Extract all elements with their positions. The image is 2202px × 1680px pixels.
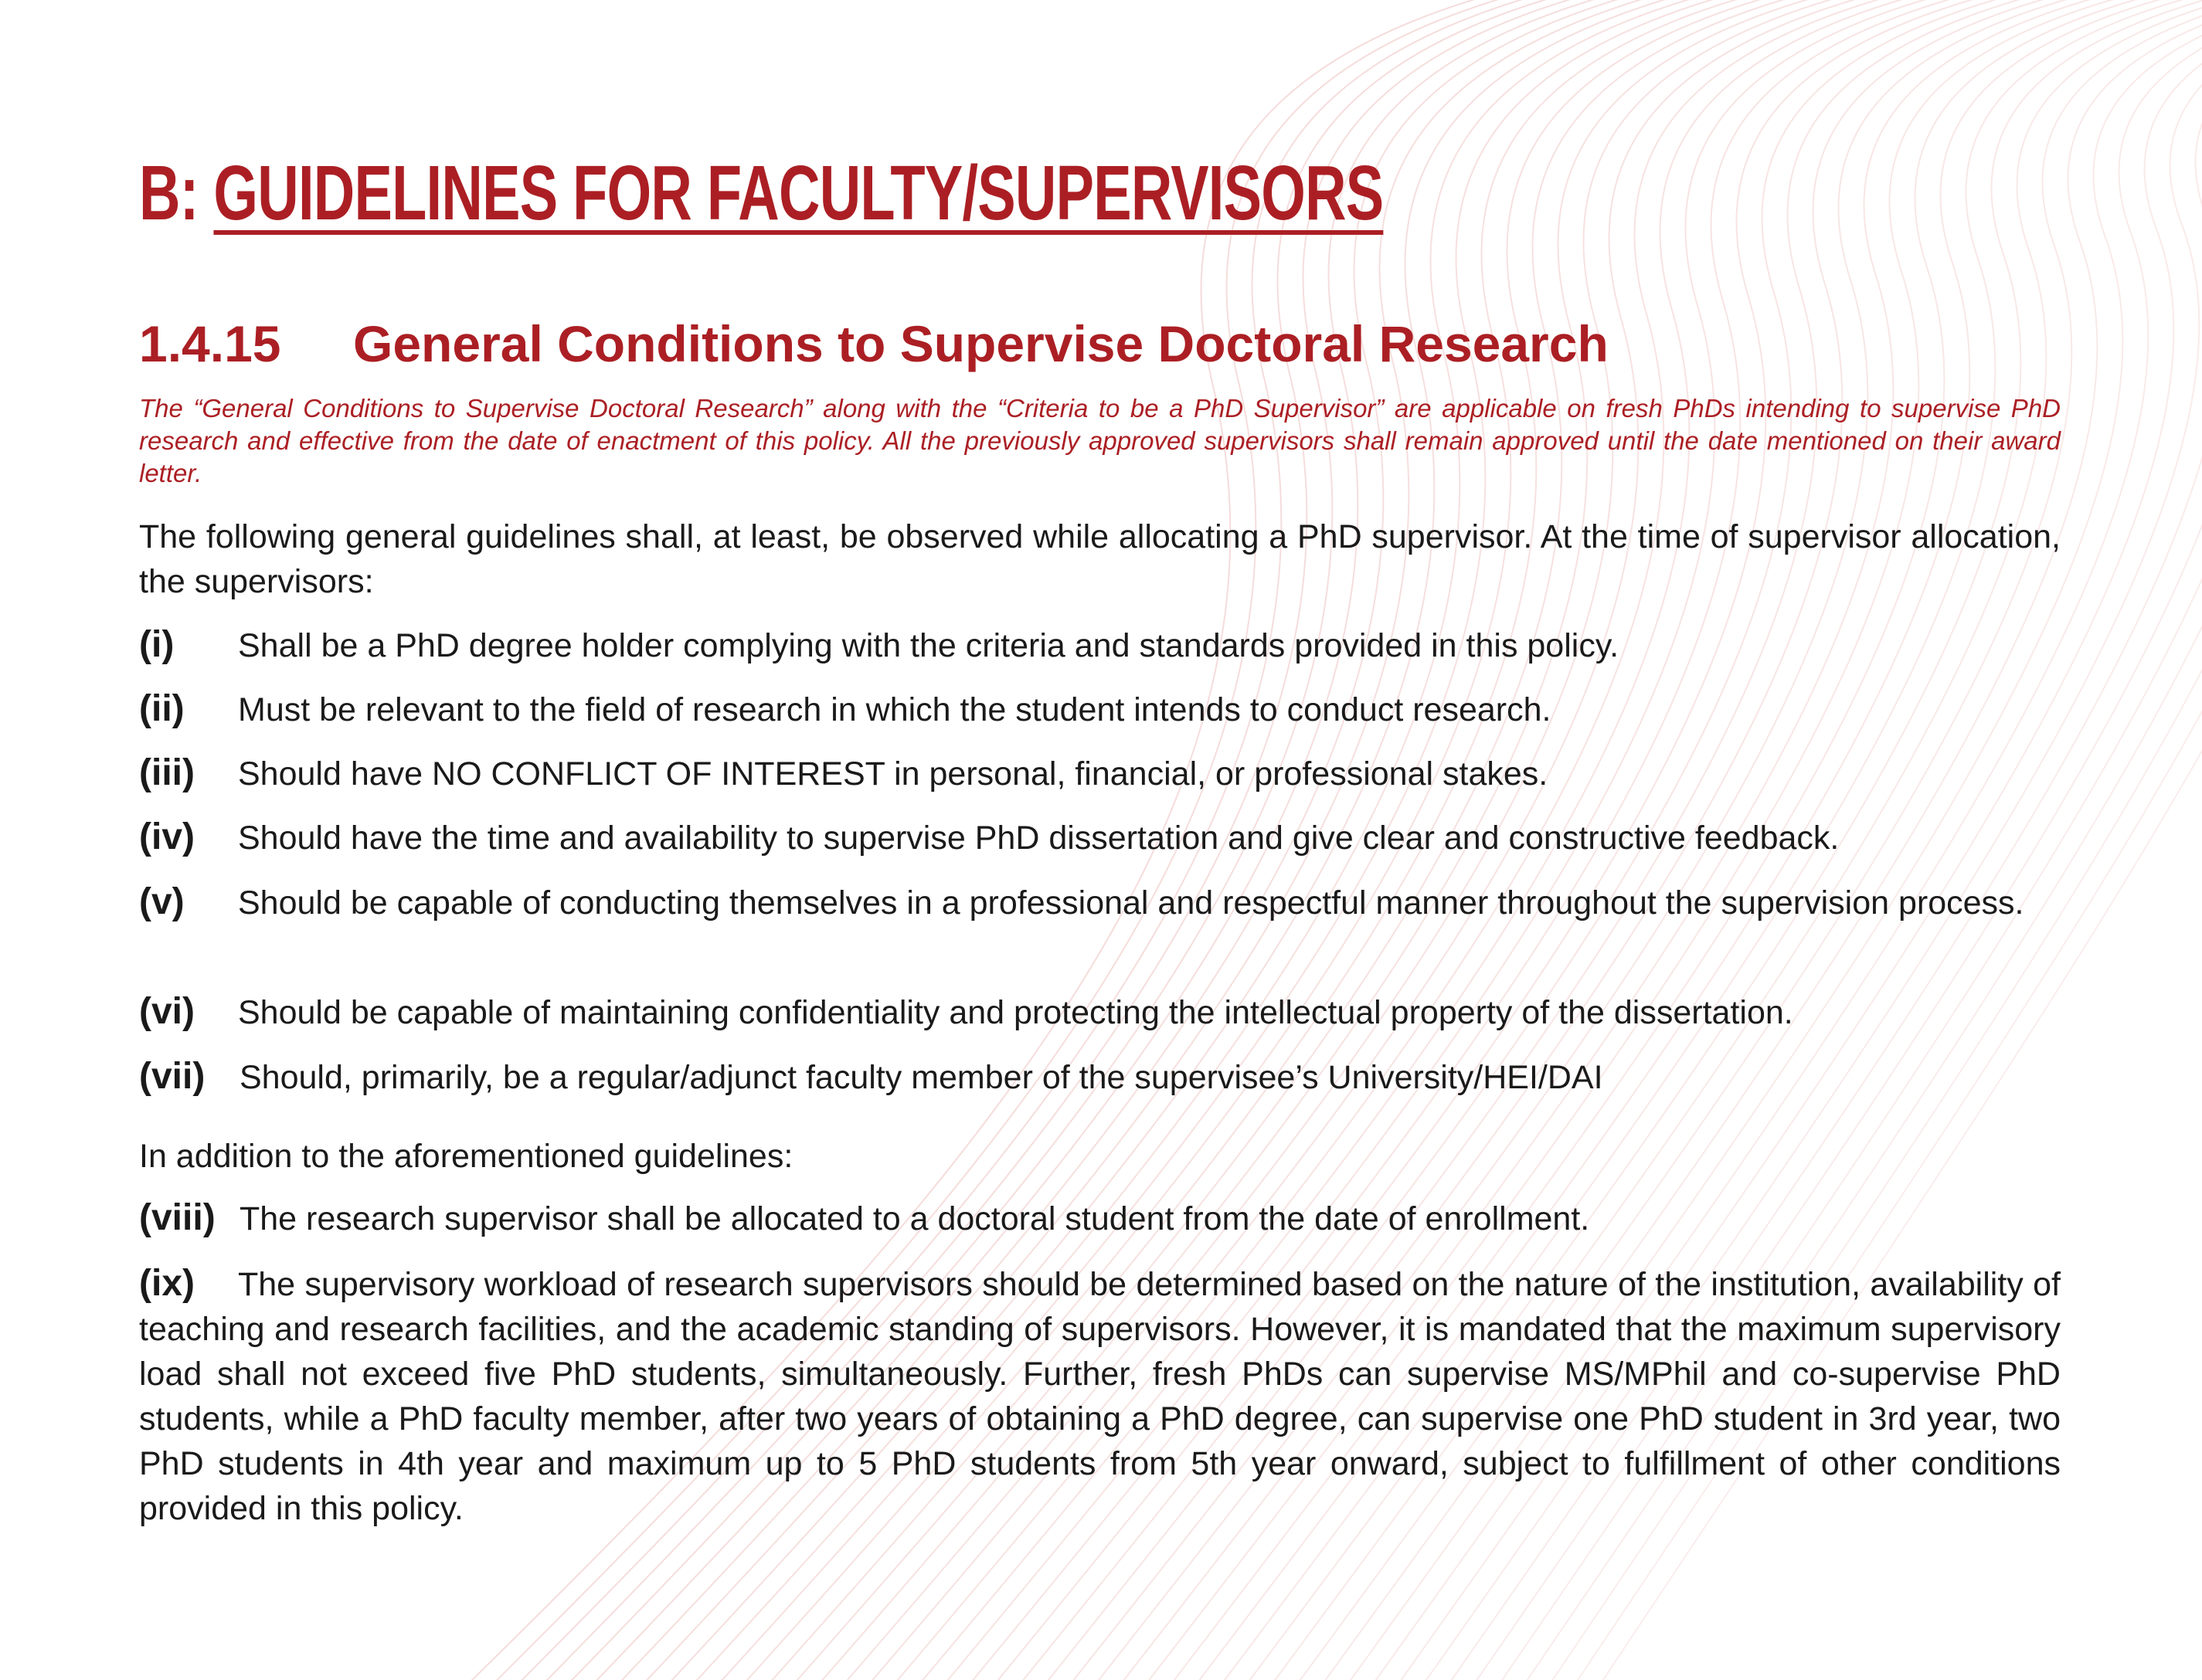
item-text: Should, primarily, be a regular/adjunct faculty member of the supervisee’s University/HEI/DAI (240, 1059, 1603, 1096)
guideline-item-iv (139, 815, 2061, 860)
guideline-item-v (139, 880, 2061, 925)
subsection-heading (139, 309, 1609, 378)
item-marker: (viii) (139, 1197, 216, 1238)
guideline-item-ix (139, 1261, 2061, 1531)
guideline-item-iii (139, 751, 2061, 796)
guideline-item-vii (139, 1054, 2061, 1100)
item-text: Shall be a PhD degree holder complying with the criteria and standards provided in this policy. (238, 627, 1619, 664)
intro-paragraph: The following general guidelines shall, at least, be observed while allocating a PhD supervisor. At the time of supervisor allocation, the supervisors: (139, 518, 2061, 600)
guideline-item-vi (139, 989, 2061, 1035)
guideline-item-i (139, 623, 2061, 668)
section-title-text: GUIDELINES FOR FACULTY/SUPERVISORS (213, 150, 1384, 236)
guideline-item-ii (139, 687, 2061, 732)
guideline-item-viii (139, 1196, 2061, 1241)
item-marker: (ii) (139, 688, 185, 729)
item-marker: (v) (139, 881, 185, 922)
item-text: Should be capable of maintaining confidentiality and protecting the intellectual property of the dissertation. (238, 994, 1793, 1031)
item-text: The supervisory workload of research supervisors should be determined based on the nature of the institution, availability of teaching and research facilities, and the academic standing of supervisors. However, it is mandated that the maximum supervisory load shall not exceed five PhD students, simultaneously. Further, fresh PhDs can supervise MS/MPhil and co-supervise PhD students, while a PhD faculty member, after two years of obtaining a PhD degree, can supervise one PhD student in 3rd year, two PhD students in 4th year and maximum up to 5 PhD students from 5th year onward, subject to fulfillment of other conditions provided in this policy. (139, 1266, 2061, 1527)
item-text: Should have the time and availability to supervise PhD dissertation and give clear and constructive feedback. (238, 820, 1840, 857)
item-marker: (vii) (139, 1056, 206, 1097)
subsection-title: General Conditions to Supervise Doctoral Research (353, 315, 1609, 372)
item-text: Must be relevant to the field of research in which the student intends to conduct research. (238, 691, 1551, 728)
item-text: The research supervisor shall be allocated to a doctoral student from the date of enrollment. (240, 1200, 1590, 1237)
item-marker: (iii) (139, 752, 195, 793)
item-marker: (vi) (139, 991, 195, 1032)
addition-intro: In addition to the aforementioned guidelines: (139, 1138, 793, 1175)
item-text: Should be capable of conducting themselves in a professional and respectful manner throughout the supervision process. (238, 884, 2024, 921)
policy-note: The “General Conditions to Supervise Doctoral Research” along with the “Criteria to be a PhD Supervisor” are applicable on fresh PhDs intending to supervise PhD research and effective from the date of enactment of this policy. All the previously approved supervisors shall remain approved until the date mentioned on their award letter. (139, 394, 2061, 487)
item-marker: (ix) (139, 1263, 195, 1304)
item-marker: (i) (139, 624, 175, 665)
section-title (139, 139, 1383, 247)
subsection-number: 1.4.15 (139, 315, 281, 372)
item-marker: (iv) (139, 816, 195, 857)
item-text: Should have NO CONFLICT OF INTEREST in personal, financial, or professional stakes. (238, 755, 1548, 792)
section-prefix: B: (139, 150, 214, 236)
